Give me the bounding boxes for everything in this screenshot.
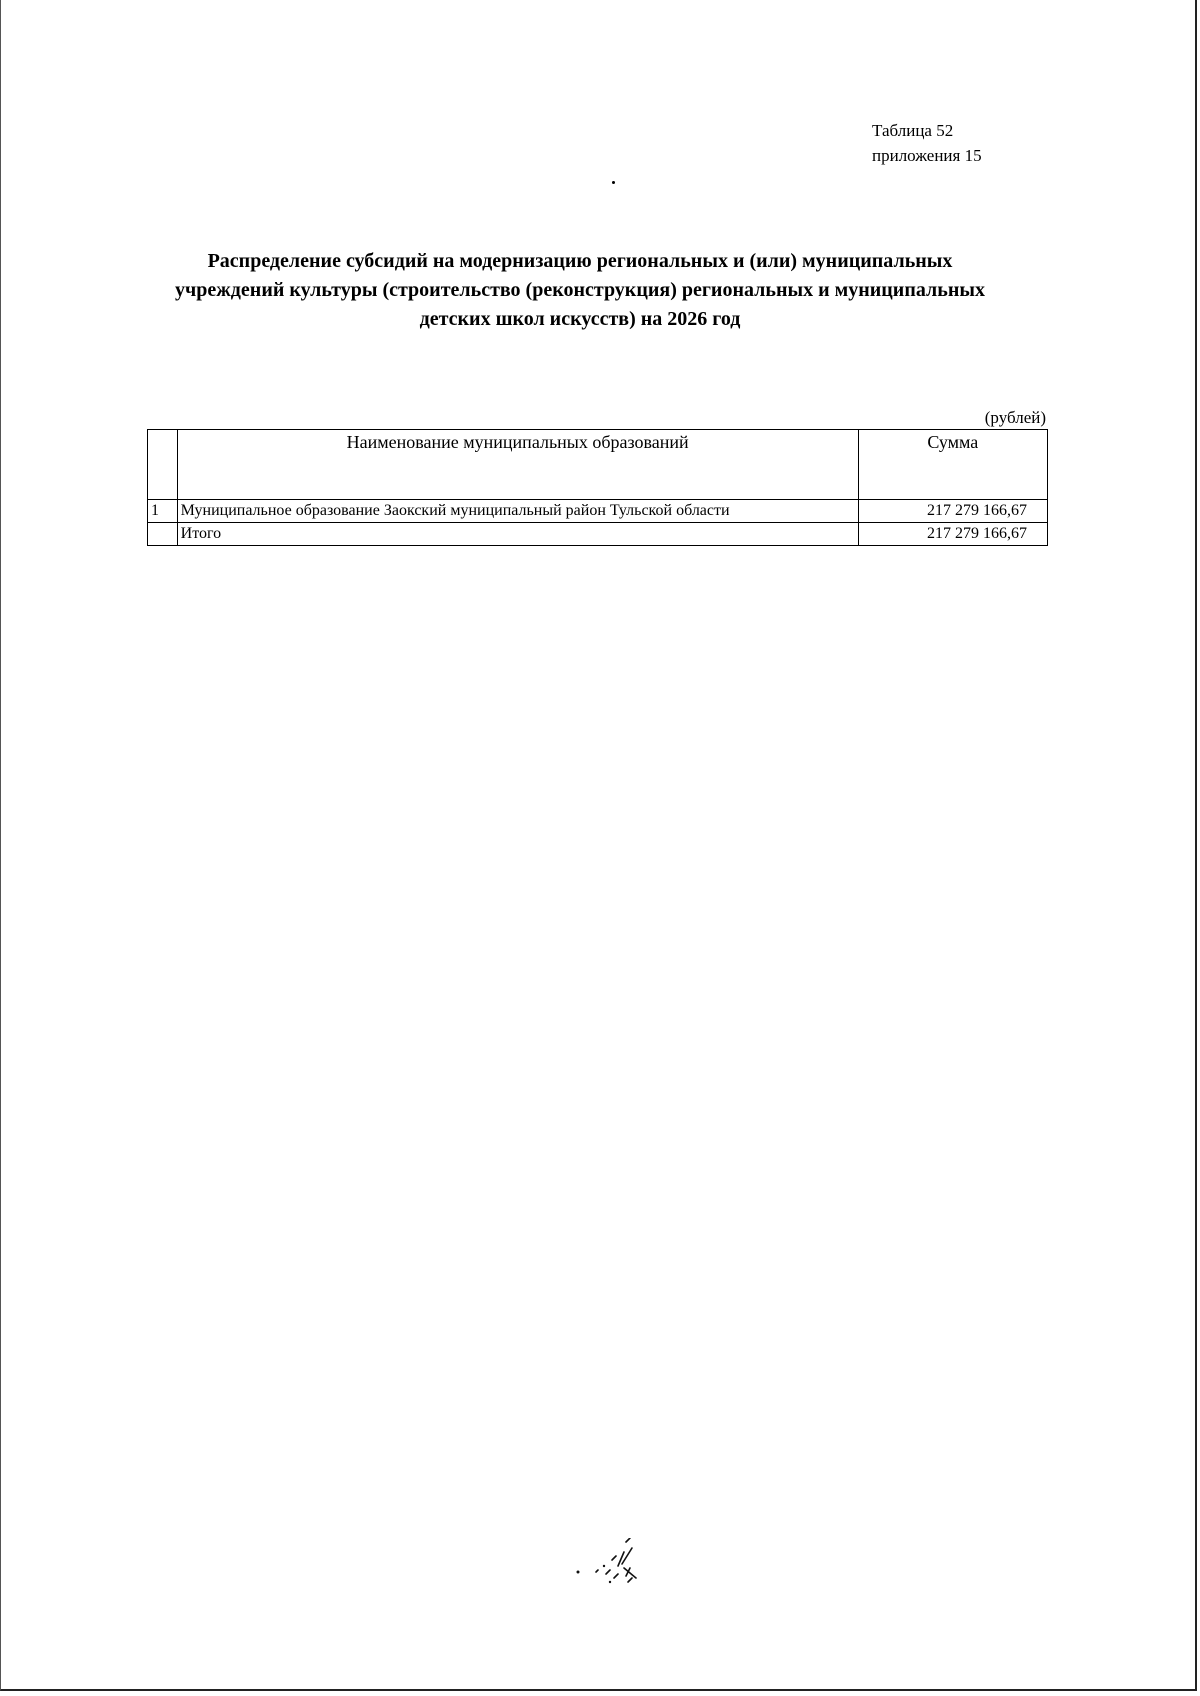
title-line-2: учреждений культуры (строительство (реконструкция) региональных и муниципальных <box>175 279 985 301</box>
document-title <box>150 247 1010 334</box>
title-line-3: детских школ искусств) на 2026 год <box>419 308 741 330</box>
total-sum-cell: 217 279 166,67 <box>858 523 1047 546</box>
title-line-1: Распределение субсидий на модернизацию региональных и (или) муниципальных <box>207 250 953 272</box>
header-sum-cell: Сумма <box>858 430 1047 500</box>
table-number: Таблица 52 <box>872 121 954 140</box>
total-label-cell: Итого <box>177 523 858 546</box>
unit-label: (рублей) <box>984 408 1046 427</box>
header-name-cell: Наименование муниципальных образований <box>177 430 858 500</box>
handwritten-marks <box>566 1538 646 1588</box>
row-sum-cell: 217 279 166,67 <box>858 500 1047 523</box>
table-reference <box>872 118 982 168</box>
table-header-row <box>148 430 1048 500</box>
header-num-cell <box>148 430 178 500</box>
distribution-table <box>147 429 1048 546</box>
row-num-cell: 1 <box>148 500 178 523</box>
table-total-row <box>148 523 1048 546</box>
row-name-cell: Муниципальное образование Заокский муниципальный район Тульской области <box>177 500 858 523</box>
scan-speck <box>612 181 615 184</box>
total-num-cell <box>148 523 178 546</box>
appendix-number: приложения 15 <box>872 146 982 165</box>
table-row <box>148 500 1048 523</box>
